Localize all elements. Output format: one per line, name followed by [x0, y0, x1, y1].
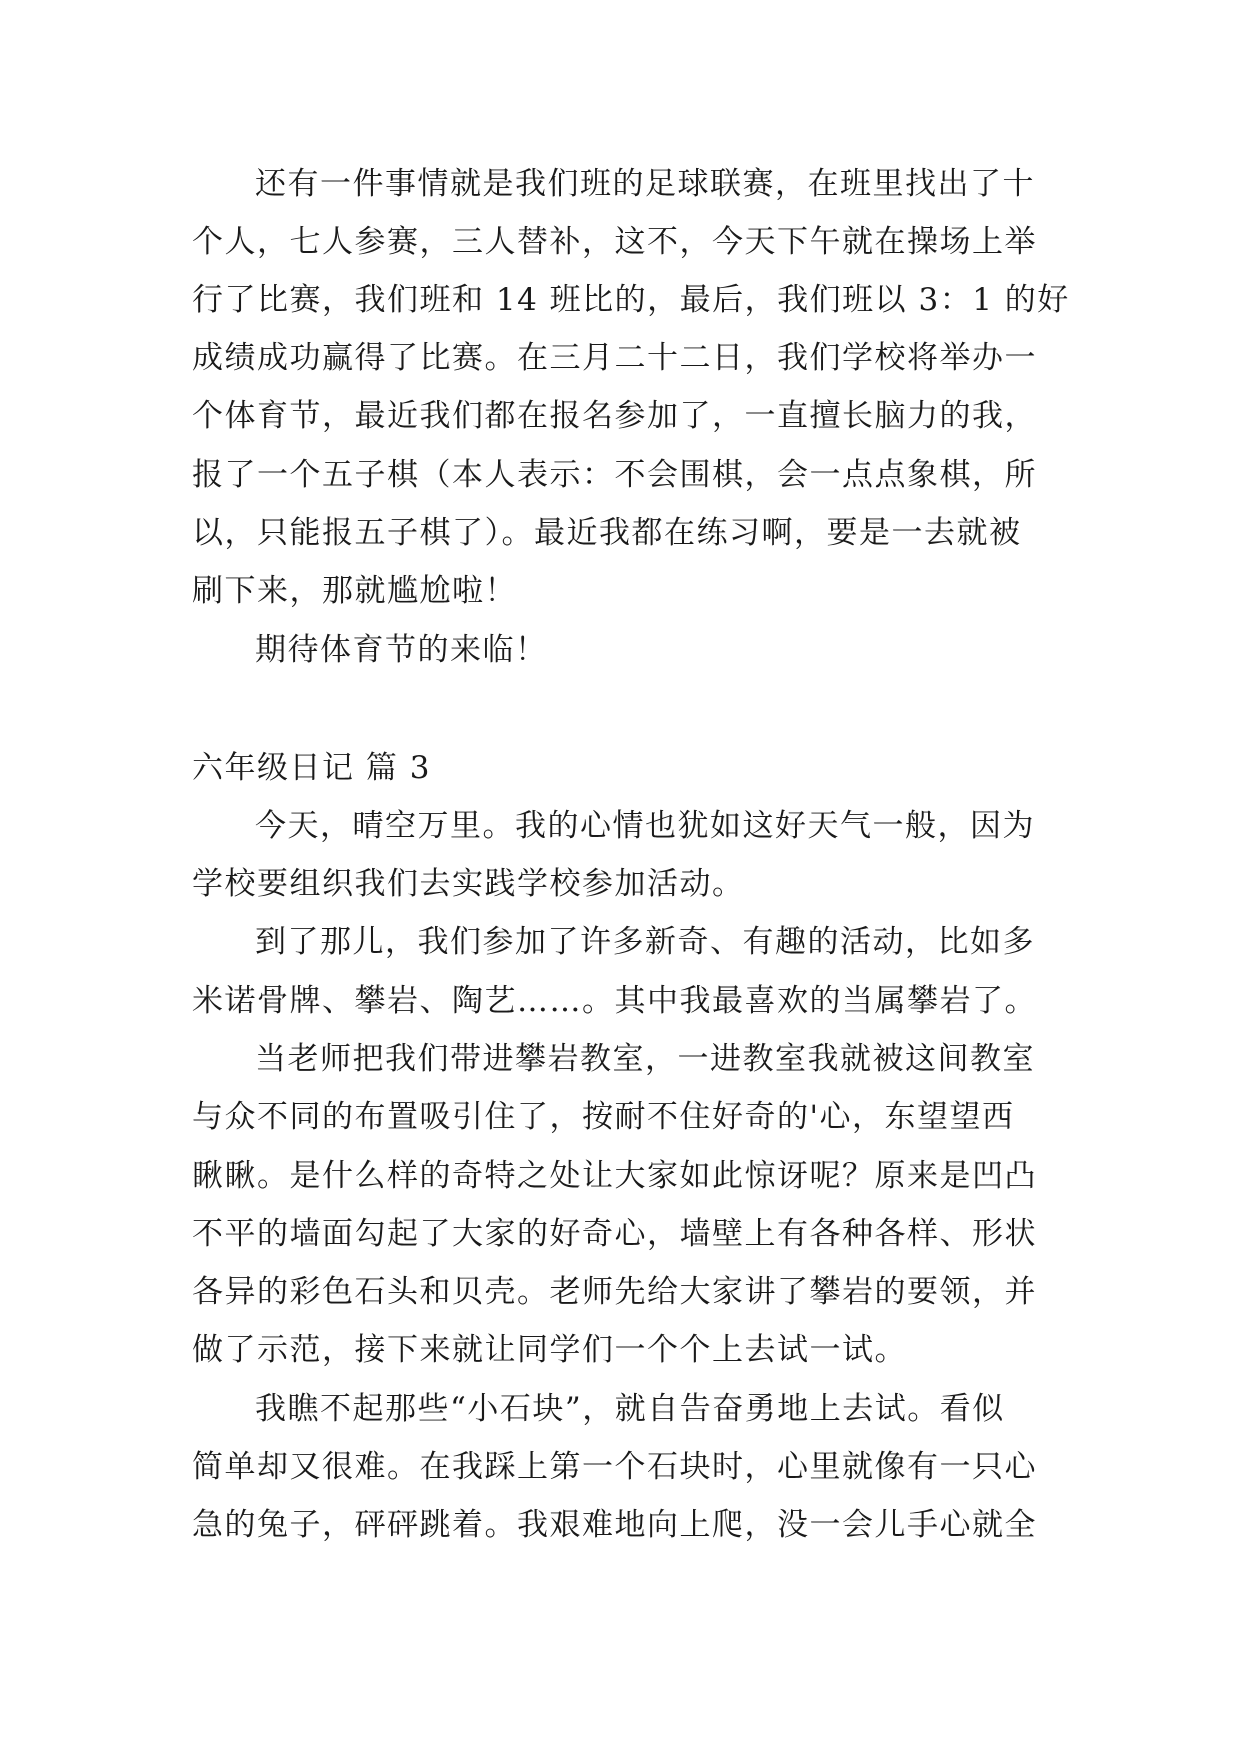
section-heading: 六年级日记 篇 3 — [192, 750, 431, 786]
paragraph-line: 与众不同的布置吸引住了，按耐不住好奇的'心，东望望西 — [192, 1099, 1015, 1135]
paragraph-line: 我瞧不起那些“小石块”，就自告奋勇地上去试。看似 — [255, 1391, 1005, 1427]
paragraph-line: 还有一件事情就是我们班的足球联赛，在班里找出了十 — [255, 166, 1035, 202]
paragraph-line: 不平的墙面勾起了大家的好奇心，墙壁上有各种各样、形状 — [192, 1216, 1037, 1252]
paragraph-line: 米诺骨牌、攀岩、陶艺……。其中我最喜欢的当属攀岩了。 — [192, 983, 1037, 1019]
paragraph-line: 简单却又很难。在我踩上第一个石块时，心里就像有一只心 — [192, 1449, 1037, 1485]
paragraph-line: 刷下来，那就尴尬啦！ — [192, 573, 517, 609]
paragraph-line: 今天，晴空万里。我的心情也犹如这好天气一般，因为 — [255, 808, 1035, 844]
paragraph-line: 行了比赛，我们班和 14 班比的，最后，我们班以 3：1 的好 — [192, 282, 1070, 318]
paragraph-line: 急的兔子，砰砰跳着。我艰难地向上爬，没一会儿手心就全 — [192, 1507, 1037, 1543]
paragraph-line: 以，只能报五子棋了）。最近我都在练习啊，要是一去就被 — [192, 515, 1022, 551]
paragraph-line: 报了一个五子棋（本人表示：不会围棋，会一点点象棋，所 — [192, 457, 1037, 493]
paragraph-line: 做了示范，接下来就让同学们一个个上去试一试。 — [192, 1332, 907, 1368]
paragraph-line: 到了那儿，我们参加了许多新奇、有趣的活动，比如多 — [255, 924, 1035, 960]
paragraph-line: 个体育节，最近我们都在报名参加了，一直擅长脑力的我， — [192, 398, 1037, 434]
paragraph-line: 各异的彩色石头和贝壳。老师先给大家讲了攀岩的要领，并 — [192, 1274, 1037, 1310]
paragraph-line: 学校要组织我们去实践学校参加活动。 — [192, 866, 745, 902]
paragraph-line: 瞅瞅。是什么样的奇特之处让大家如此惊讶呢？原来是凹凸 — [192, 1158, 1037, 1194]
paragraph-line: 成绩成功赢得了比赛。在三月二十二日，我们学校将举办一 — [192, 340, 1037, 376]
paragraph-line: 期待体育节的来临！ — [255, 632, 548, 668]
paragraph-line: 个人，七人参赛，三人替补，这不，今天下午就在操场上举 — [192, 224, 1037, 260]
paragraph-line: 当老师把我们带进攀岩教室，一进教室我就被这间教室 — [255, 1041, 1035, 1077]
